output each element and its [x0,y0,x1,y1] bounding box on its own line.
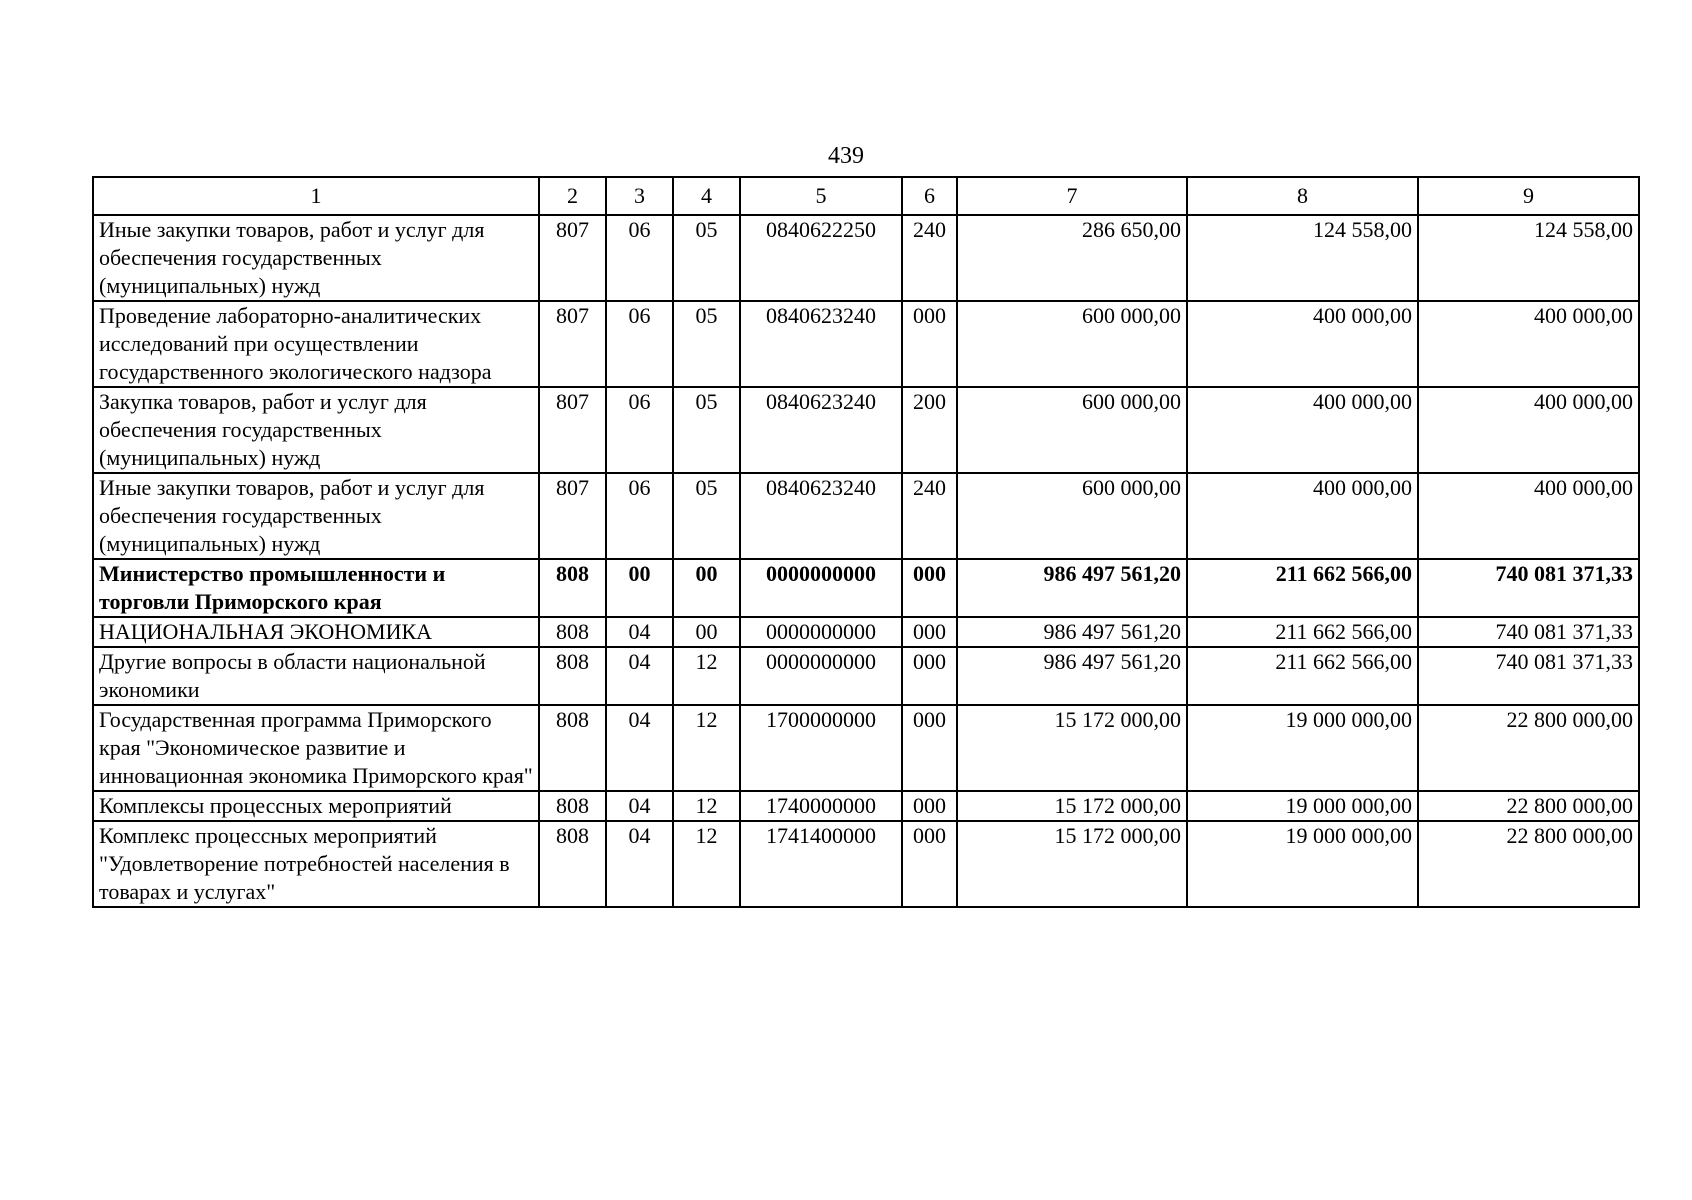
column-header: 6 [902,177,957,215]
expense-type-code: 000 [902,559,957,617]
column-header: 9 [1418,177,1639,215]
column-header: 7 [957,177,1187,215]
row-name: Государственная программа Приморского края "Экономическое развитие и инновационная экономика Приморского края" [93,705,539,791]
table-row [93,821,1639,907]
section-code: 04 [606,791,673,821]
amount-col8: 19 000 000,00 [1187,821,1418,907]
amount-col9: 22 800 000,00 [1418,705,1639,791]
ministry-code: 807 [539,387,606,473]
section-code: 06 [606,301,673,387]
subsection-code: 05 [673,387,740,473]
amount-col9: 400 000,00 [1418,473,1639,559]
target-code: 0000000000 [740,559,902,617]
amount-col9: 22 800 000,00 [1418,791,1639,821]
amount-col9: 22 800 000,00 [1418,821,1639,907]
target-code: 0840623240 [740,473,902,559]
budget-table [92,176,1640,908]
target-code: 1700000000 [740,705,902,791]
table-row [93,617,1639,647]
expense-type-code: 000 [902,617,957,647]
amount-col7: 600 000,00 [957,301,1187,387]
column-header: 2 [539,177,606,215]
amount-col8: 400 000,00 [1187,387,1418,473]
ministry-code: 807 [539,473,606,559]
subsection-code: 12 [673,705,740,791]
amount-col8: 211 662 566,00 [1187,617,1418,647]
expense-type-code: 000 [902,791,957,821]
amount-col8: 19 000 000,00 [1187,791,1418,821]
column-header: 3 [606,177,673,215]
header-row [93,177,1639,215]
expense-type-code: 240 [902,473,957,559]
amount-col7: 986 497 561,20 [957,559,1187,617]
amount-col7: 986 497 561,20 [957,647,1187,705]
amount-col9: 740 081 371,33 [1418,617,1639,647]
target-code: 1740000000 [740,791,902,821]
amount-col9: 400 000,00 [1418,387,1639,473]
subsection-code: 05 [673,215,740,301]
ministry-code: 808 [539,705,606,791]
section-code: 06 [606,215,673,301]
amount-col9: 400 000,00 [1418,301,1639,387]
subsection-code: 12 [673,791,740,821]
expense-type-code: 000 [902,821,957,907]
target-code: 0000000000 [740,617,902,647]
row-name: Комплекс процессных мероприятий "Удовлетворение потребностей населения в товарах и услугах" [93,821,539,907]
table-row [93,705,1639,791]
target-code: 0000000000 [740,647,902,705]
expense-type-code: 000 [902,705,957,791]
subsection-code: 05 [673,301,740,387]
amount-col7: 286 650,00 [957,215,1187,301]
ministry-code: 808 [539,647,606,705]
amount-col8: 400 000,00 [1187,301,1418,387]
target-code: 0840623240 [740,301,902,387]
amount-col8: 400 000,00 [1187,473,1418,559]
ministry-code: 808 [539,821,606,907]
column-header: 1 [93,177,539,215]
row-name: НАЦИОНАЛЬНАЯ ЭКОНОМИКА [93,617,539,647]
amount-col8: 211 662 566,00 [1187,647,1418,705]
table-row [93,559,1639,617]
ministry-code: 808 [539,559,606,617]
table-row [93,647,1639,705]
row-name: Иные закупки товаров, работ и услуг для обеспечения государственных (муниципальных) нужд [93,215,539,301]
section-code: 04 [606,647,673,705]
row-name: Проведение лабораторно-аналитических исследований при осуществлении государственного экологического надзора [93,301,539,387]
expense-type-code: 000 [902,301,957,387]
section-code: 04 [606,705,673,791]
table-row [93,387,1639,473]
amount-col8: 124 558,00 [1187,215,1418,301]
subsection-code: 05 [673,473,740,559]
table-row [93,791,1639,821]
amount-col7: 986 497 561,20 [957,617,1187,647]
target-code: 0840622250 [740,215,902,301]
row-name: Иные закупки товаров, работ и услуг для обеспечения государственных (муниципальных) нужд [93,473,539,559]
amount-col9: 740 081 371,33 [1418,647,1639,705]
amount-col8: 211 662 566,00 [1187,559,1418,617]
amount-col7: 15 172 000,00 [957,821,1187,907]
row-name: Министерство промышленности и торговли Приморского края [93,559,539,617]
target-code: 0840623240 [740,387,902,473]
table-row [93,473,1639,559]
target-code: 1741400000 [740,821,902,907]
ministry-code: 808 [539,791,606,821]
amount-col9: 124 558,00 [1418,215,1639,301]
table-row [93,215,1639,301]
amount-col7: 15 172 000,00 [957,705,1187,791]
amount-col7: 15 172 000,00 [957,791,1187,821]
section-code: 04 [606,821,673,907]
table-row [93,301,1639,387]
amount-col9: 740 081 371,33 [1418,559,1639,617]
expense-type-code: 200 [902,387,957,473]
column-header: 8 [1187,177,1418,215]
section-code: 00 [606,559,673,617]
section-code: 04 [606,617,673,647]
column-header: 5 [740,177,902,215]
ministry-code: 808 [539,617,606,647]
expense-type-code: 000 [902,647,957,705]
row-name: Комплексы процессных мероприятий [93,791,539,821]
amount-col8: 19 000 000,00 [1187,705,1418,791]
amount-col7: 600 000,00 [957,387,1187,473]
page-number: 439 [828,143,864,169]
ministry-code: 807 [539,215,606,301]
expense-type-code: 240 [902,215,957,301]
subsection-code: 12 [673,821,740,907]
ministry-code: 807 [539,301,606,387]
subsection-code: 00 [673,559,740,617]
subsection-code: 00 [673,617,740,647]
section-code: 06 [606,473,673,559]
row-name: Другие вопросы в области национальной экономики [93,647,539,705]
subsection-code: 12 [673,647,740,705]
amount-col7: 600 000,00 [957,473,1187,559]
column-header: 4 [673,177,740,215]
row-name: Закупка товаров, работ и услуг для обеспечения государственных (муниципальных) нужд [93,387,539,473]
section-code: 06 [606,387,673,473]
